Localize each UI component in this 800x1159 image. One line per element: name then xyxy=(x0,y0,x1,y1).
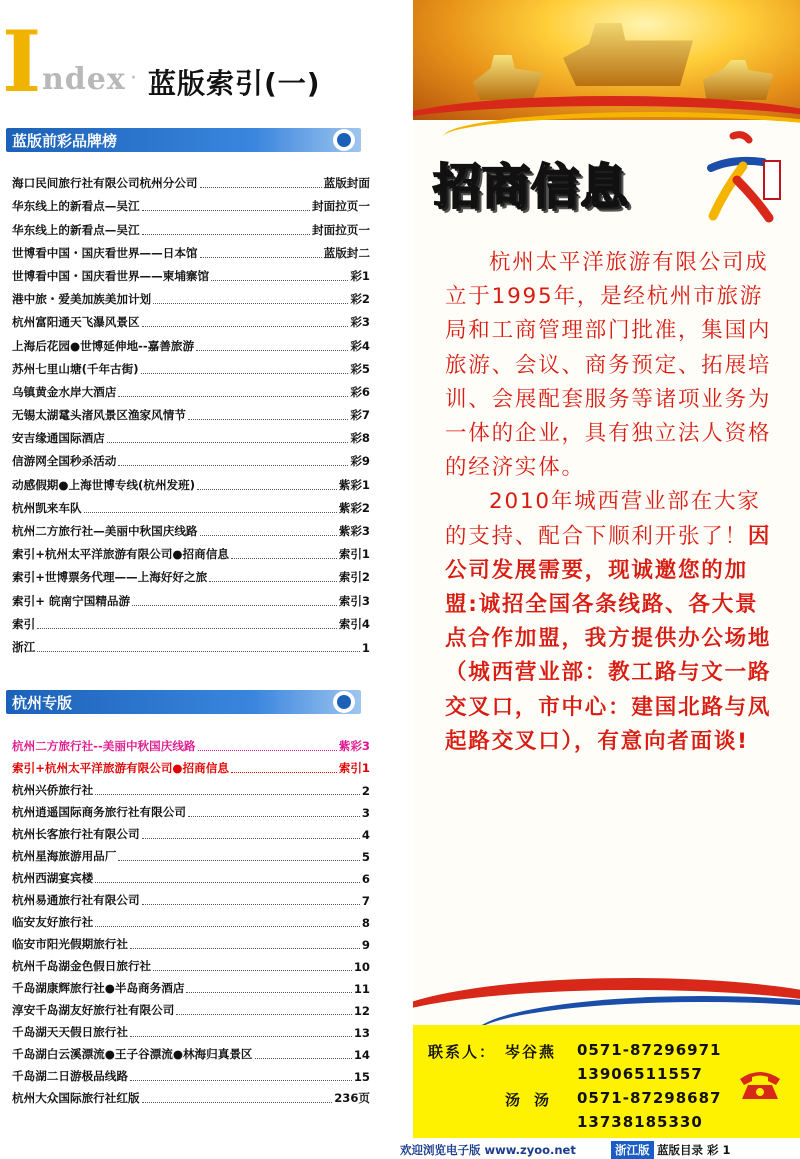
index-entry xyxy=(12,330,370,353)
entry-name: 杭州二方旅行社--美丽中秋国庆线路 xyxy=(12,739,196,753)
entry-name: 海口民间旅行社有限公司杭州分公司 xyxy=(12,176,198,191)
dot-leader xyxy=(198,750,337,751)
entry-page: 彩3 xyxy=(350,315,370,330)
entry-page: 彩6 xyxy=(350,384,370,399)
entry-page: 5 xyxy=(361,850,370,864)
index-entry xyxy=(12,908,370,930)
ship-icon xyxy=(703,60,773,100)
dot-leader xyxy=(142,234,310,235)
index-entry xyxy=(12,1062,370,1084)
dot-leader xyxy=(142,326,349,327)
entry-page: 彩5 xyxy=(350,361,370,376)
entry-name: 苏州七里山塘(千年古街) xyxy=(12,361,139,376)
entry-name: 杭州星海旅游用品厂 xyxy=(12,849,117,863)
contact-mobile: 13738185330 xyxy=(577,1113,703,1131)
entry-name: 千岛湖白云溪漂流●王子谷漂流●林海归真景区 xyxy=(12,1047,253,1061)
entry-name: 杭州凯来车队 xyxy=(12,500,82,515)
dot-leader xyxy=(118,465,348,466)
entry-page: 封面拉页一 xyxy=(312,199,370,214)
section-title: 蓝版前彩品牌榜 xyxy=(12,132,118,150)
circle-icon xyxy=(333,691,355,713)
index-entry xyxy=(12,493,370,516)
dot-leader xyxy=(132,605,337,606)
ship-icon xyxy=(563,16,693,86)
entry-name: 杭州易通旅行社有限公司 xyxy=(12,893,140,907)
entry-name: 杭州二方旅行社—美丽中秋国庆线路 xyxy=(12,524,198,538)
contact-name: 汤汤 xyxy=(505,1091,564,1109)
dot-leader xyxy=(84,512,337,513)
entry-name: 安吉缘通国际酒店 xyxy=(12,431,105,446)
index-entry xyxy=(12,191,370,214)
entry-name: 杭州大众国际旅行社红版 xyxy=(12,1091,140,1105)
index-column xyxy=(0,0,395,1159)
dot-leader xyxy=(118,396,348,397)
entry-page: 14 xyxy=(353,1048,370,1062)
dot-leader xyxy=(142,1102,333,1103)
index-entry xyxy=(12,974,370,996)
ad-paragraph-1: 杭州太平洋旅游有限公司成立于1995年，是经杭州市旅游局和工商管理部门批准，集国内旅游、会议、商务预定、拓展培训、会展配套服务等诸项业务为一体的企业，具有独立法人资格的经济实体。 xyxy=(445,250,772,481)
section-header-brand-list xyxy=(6,128,361,152)
entry-name: 杭州兴侨旅行社 xyxy=(12,783,94,797)
index-dot: · xyxy=(130,66,137,91)
dot-leader xyxy=(107,442,349,443)
entry-page: 索引1 xyxy=(338,761,370,775)
telephone-icon xyxy=(738,1067,782,1101)
dot-leader xyxy=(95,926,360,927)
entry-page: 彩7 xyxy=(350,408,370,423)
entry-page: 索引1 xyxy=(338,547,370,562)
index-entry xyxy=(12,732,370,754)
entry-name: 无锡太湖鼋头渚风景区渔家风情节 xyxy=(12,408,186,423)
entry-page: 236页 xyxy=(334,1091,370,1105)
index-entry xyxy=(12,1084,370,1106)
entry-page: 15 xyxy=(353,1070,370,1084)
entry-name: 索引+杭州太平洋旅游有限公司●招商信息 xyxy=(12,761,229,775)
dot-leader xyxy=(130,1080,352,1081)
dot-leader xyxy=(130,948,360,949)
entry-name: 杭州长客旅行社有限公司 xyxy=(12,827,140,841)
dot-leader xyxy=(231,772,337,773)
footer-welcome: 欢迎浏览电子版 www.zyoo.net xyxy=(400,1143,576,1157)
index-entry xyxy=(12,261,370,284)
index-entry xyxy=(12,952,370,974)
contact-box xyxy=(413,1025,800,1138)
entry-name: 浙江 xyxy=(12,639,36,654)
index-entry xyxy=(12,776,370,798)
entry-name: 杭州西湖宴宾楼 xyxy=(12,871,94,885)
entry-page: 12 xyxy=(353,1004,370,1018)
index-entry xyxy=(12,754,370,776)
entry-page: 8 xyxy=(361,916,370,930)
entry-name: 千岛湖康辉旅行社●半岛商务酒店 xyxy=(12,981,185,995)
seal-stamp xyxy=(763,160,781,200)
index-entry xyxy=(12,284,370,307)
dot-leader xyxy=(200,257,322,258)
index-entry xyxy=(12,307,370,330)
dot-leader xyxy=(130,1036,352,1037)
circle-icon xyxy=(333,129,355,151)
dot-leader xyxy=(211,280,348,281)
entry-name: 索引+世博票务代理——上海好好之旅 xyxy=(12,570,208,585)
dot-leader xyxy=(200,187,322,188)
entry-page: 6 xyxy=(361,872,370,886)
footer-page-info: 蓝版目录 彩 1 xyxy=(657,1143,731,1157)
entry-name: 华东线上的新看点—吴江 xyxy=(12,222,140,237)
contact-name: 岑谷燕 xyxy=(505,1043,557,1061)
entry-page: 蓝版封二 xyxy=(323,245,370,260)
index-entry xyxy=(12,516,370,539)
dot-leader xyxy=(37,651,360,652)
entry-name: 索引 xyxy=(12,616,36,631)
index-entry xyxy=(12,469,370,492)
index-entry xyxy=(12,400,370,423)
index-entry xyxy=(12,1040,370,1062)
entry-page: 彩4 xyxy=(350,338,370,353)
dot-leader xyxy=(153,970,352,971)
contact-phone: 0571-87296971 xyxy=(577,1041,722,1059)
index-entry xyxy=(12,864,370,886)
dot-leader xyxy=(188,816,360,817)
entry-page: 7 xyxy=(361,894,370,908)
dot-leader xyxy=(141,373,349,374)
index-entry xyxy=(12,798,370,820)
ad-body xyxy=(445,246,781,759)
ad-panel xyxy=(413,0,800,1138)
index-entry xyxy=(12,354,370,377)
entry-name: 信游网全国秒杀活动 xyxy=(12,454,117,469)
dot-leader xyxy=(231,558,337,559)
dot-leader xyxy=(37,628,337,629)
index-entry xyxy=(12,996,370,1018)
index-big-letter: I xyxy=(2,12,42,111)
index-entry xyxy=(12,238,370,261)
dot-leader xyxy=(255,1058,352,1059)
entry-name: 淳安千岛湖友好旅行社有限公司 xyxy=(12,1003,175,1017)
dot-leader xyxy=(200,535,337,536)
dot-leader xyxy=(196,350,348,351)
dot-leader xyxy=(142,838,360,839)
entry-page: 13 xyxy=(353,1026,370,1040)
entry-page: 彩1 xyxy=(350,268,370,283)
entry-page: 索引2 xyxy=(338,570,370,585)
entry-name: 乌镇黄金水岸大酒店 xyxy=(12,384,117,399)
index-entry xyxy=(12,820,370,842)
index-entry xyxy=(12,609,370,632)
entry-name: 华东线上的新看点—吴江 xyxy=(12,199,140,214)
ship-icon xyxy=(473,55,543,100)
entry-page: 9 xyxy=(361,938,370,952)
entry-page: 彩9 xyxy=(350,454,370,469)
index-entry xyxy=(12,886,370,908)
ad-headline: 招商信息 xyxy=(433,159,630,215)
index-entry xyxy=(12,842,370,864)
hangzhou-index-list xyxy=(12,732,370,1106)
entry-name: 港中旅・爱美加族美加计划 xyxy=(12,292,152,307)
index-entry xyxy=(12,1018,370,1040)
section-title: 杭州专版 xyxy=(12,694,73,712)
index-word: ndex xyxy=(42,62,126,97)
contact-mobile: 13906511557 xyxy=(577,1065,703,1083)
entry-page: 11 xyxy=(353,982,370,996)
dot-leader xyxy=(176,1014,352,1015)
entry-page: 2 xyxy=(361,784,370,798)
index-entry xyxy=(12,423,370,446)
entry-name: 杭州千岛湖金色假日旅行社 xyxy=(12,959,152,973)
index-entry xyxy=(12,585,370,608)
entry-page: 3 xyxy=(361,806,370,820)
entry-page: 封面拉页一 xyxy=(312,222,370,237)
dot-leader xyxy=(209,581,337,582)
dot-leader xyxy=(197,489,337,490)
entry-name: 动感假期●上海世博专线(杭州发班) xyxy=(12,477,196,492)
brand-index-list xyxy=(12,168,370,655)
entry-name: 索引+杭州太平洋旅游有限公司●招商信息 xyxy=(12,547,229,562)
dot-leader xyxy=(142,904,360,905)
contact-phone: 0571-87298687 xyxy=(577,1089,722,1107)
entry-page: 紫彩3 xyxy=(338,524,370,538)
entry-page: 4 xyxy=(361,828,370,842)
dot-leader xyxy=(188,419,348,420)
index-entry xyxy=(12,446,370,469)
entry-name: 杭州富阳通天飞瀑风景区 xyxy=(12,315,140,330)
dot-leader xyxy=(95,882,360,883)
entry-name: 临安市阳光假期旅行社 xyxy=(12,937,128,951)
ad-paragraph-2: 2010年城西营业部在大家的支持、配合下顺利开张了！因公司发展需要，现诚邀您的加盟:诚招全国各条线路、各大景点合作加盟，我方提供办公场地（城西营业部：教工路与文一路交叉口，市中心：建国北路与凤起路交叉口），有意向者面谈! xyxy=(445,489,772,754)
dot-leader xyxy=(186,992,351,993)
index-entry xyxy=(12,930,370,952)
page-footer xyxy=(395,1141,800,1159)
entry-name: 杭州逍遥国际商务旅行社有限公司 xyxy=(12,805,186,819)
contact-label: 联系人： xyxy=(428,1043,497,1061)
index-entry xyxy=(12,539,370,562)
entry-page: 紫彩2 xyxy=(338,500,370,515)
index-entry xyxy=(12,562,370,585)
index-entry xyxy=(12,214,370,237)
entry-name: 世博看中国・国庆看世界——日本馆 xyxy=(12,245,198,260)
entry-page: 索引3 xyxy=(338,593,370,608)
dot-leader xyxy=(153,303,348,304)
entry-name: 上海后花园●世博延伸地--嘉善旅游 xyxy=(12,338,195,353)
entry-page: 索引4 xyxy=(338,616,370,631)
entry-name: 千岛湖二日游极品线路 xyxy=(12,1069,128,1083)
dot-leader xyxy=(95,794,360,795)
entry-page: 紫彩1 xyxy=(338,477,370,492)
index-header xyxy=(0,12,395,111)
page-title: 蓝版索引(一) xyxy=(148,67,321,100)
dot-leader xyxy=(118,860,360,861)
edition-badge: 浙江版 xyxy=(611,1141,654,1159)
section-header-hangzhou xyxy=(6,690,361,714)
entry-name: 临安友好旅行社 xyxy=(12,915,94,929)
entry-name: 千岛湖天天假日旅行社 xyxy=(12,1025,128,1039)
entry-page: 1 xyxy=(361,640,370,655)
entry-page: 彩2 xyxy=(350,292,370,307)
entry-page: 10 xyxy=(353,960,370,974)
dot-leader xyxy=(142,210,310,211)
entry-page: 蓝版封面 xyxy=(323,176,370,191)
entry-page: 彩8 xyxy=(350,431,370,446)
entry-name: 索引+ 皖南宁国精品游 xyxy=(12,593,131,608)
entry-page: 紫彩3 xyxy=(338,739,370,753)
entry-name: 世博看中国・国庆看世界——柬埔寨馆 xyxy=(12,268,210,283)
index-entry xyxy=(12,632,370,655)
index-entry xyxy=(12,377,370,400)
index-entry xyxy=(12,168,370,191)
